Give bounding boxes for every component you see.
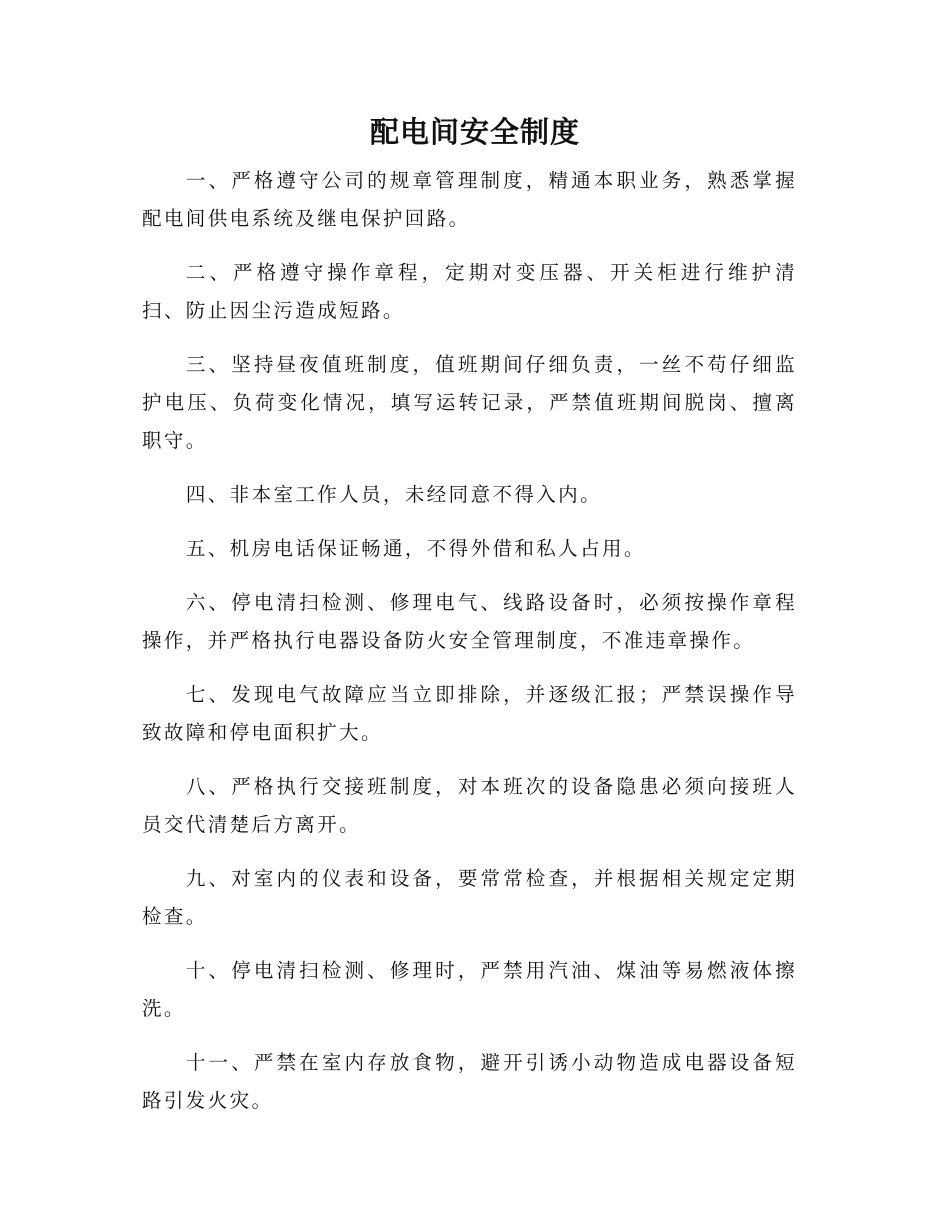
paragraph-5: 五、机房电话保证畅通，不得外借和私人占用。 xyxy=(185,537,646,560)
paragraph-7: 七、发现电气故障应当立即排除，并逐级汇报；严禁误操作导致故障和停电面积扩大。 xyxy=(142,683,797,744)
paragraph-4: 四、非本室工作人员，未经同意不得入内。 xyxy=(185,483,602,506)
paragraph-1: 一、严格遵守公司的规章管理制度，精通本职业务，熟悉掌握配电间供电系统及继电保护回路。 xyxy=(142,169,797,230)
paragraph-2: 二、严格遵守操作章程，定期对变压器、开关柜进行维护清扫、防止因尘污造成短路。 xyxy=(142,261,797,322)
paragraph-10: 十、停电清扫检测、修理时，严禁用汽油、煤油等易燃液体擦洗。 xyxy=(142,959,797,1020)
paragraph-11: 十一、严禁在室内存放食物，避开引诱小动物造成电器设备短路引发火灾。 xyxy=(142,1051,797,1112)
paragraph-3: 三、坚持昼夜值班制度，值班期间仔细负责，一丝不苟仔细监护电压、负荷变化情况，填写运转记录，严禁值班期间脱岗、擅离职守。 xyxy=(142,353,797,452)
document-title: 配电间安全制度 xyxy=(369,115,580,149)
paragraph-6: 六、停电清扫检测、修理电气、线路设备时，必须按操作章程操作，并严格执行电器设备防火安全管理制度，不准违章操作。 xyxy=(142,591,797,652)
paragraph-9: 九、对室内的仪表和设备，要常常检查，并根据相关规定定期检查。 xyxy=(142,867,797,928)
document-body xyxy=(142,162,797,1136)
paragraph-8: 八、严格执行交接班制度，对本班次的设备隐患必须向接班人员交代清楚后方离开。 xyxy=(142,775,797,836)
